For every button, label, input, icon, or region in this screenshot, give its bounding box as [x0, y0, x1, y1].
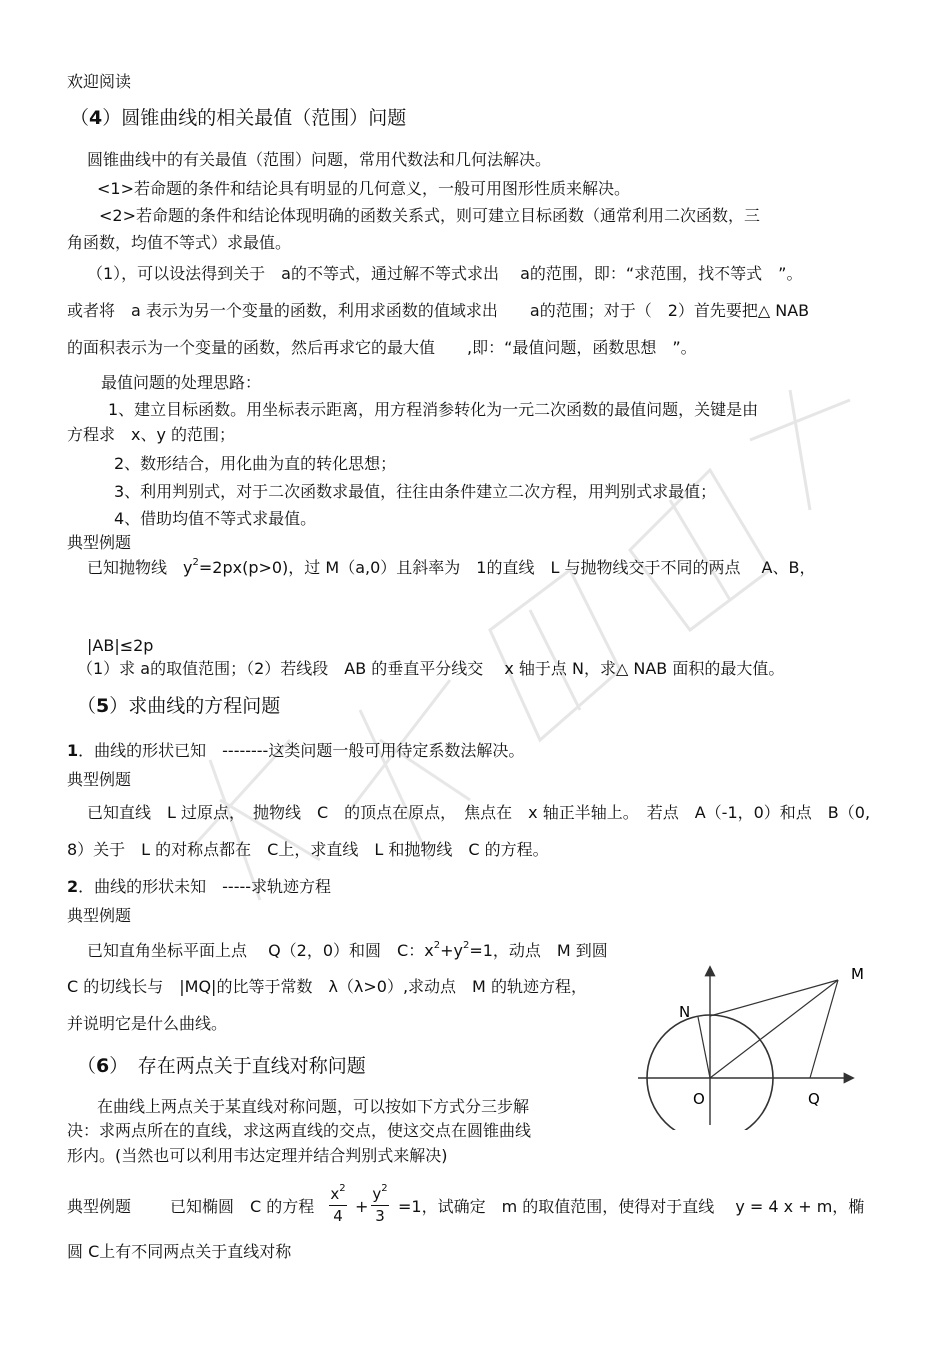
fraction-2-bar [371, 1205, 389, 1206]
section-4-title-text: ）圆锥曲线的相关最值（范围）问题 [102, 107, 407, 129]
s4-item-4: 4、借助均值不等式求最值。 [114, 509, 317, 528]
s5-example-2-line-3: 并说明它是什么曲线。 [67, 1014, 228, 1033]
s6-paragraph-line-2: 决：求两点所在的直线，求这两直线的交点，使这交点在圆锥曲线 [67, 1121, 532, 1140]
s6-example-label: 典型例题 [67, 1197, 132, 1216]
segment-mq [810, 980, 838, 1078]
label-q: Q [808, 1090, 820, 1108]
label-o: O [693, 1090, 705, 1108]
s5-case-1-number: 1 [67, 741, 79, 760]
section-6-number: 6 [96, 1055, 110, 1077]
s4-paragraph-3-line-1: <2>若命题的条件和结论体现明确的函数关系式，则可建立目标函数（通常利用二次函数，三 [99, 206, 760, 225]
s5-case-1 [67, 741, 524, 760]
s4-example-post: =2px(p>0)，过 M（a,0）且斜率为 1的直线 L 与抛物线交于不同的两点 A、B， [198, 558, 816, 577]
section-5-title [77, 695, 280, 718]
s4-paragraph-4-line-1: （1），可以设法得到关于 a的不等式，通过解不等式求出 a的范围，即：“求范围，找不等式 ”。 [87, 264, 803, 283]
s5-example-label-1: 典型例题 [67, 770, 132, 789]
s5-case-2-number: 2 [67, 877, 79, 896]
s5-example-1-line-2: 8）关于 L 的对称点都在 C上，求直线 L 和抛物线 C 的方程。 [67, 840, 549, 859]
fraction-2-var: y [372, 1185, 382, 1203]
section-6-title [77, 1055, 366, 1078]
s4-item-3: 3、利用判别式，对于二次函数求最值，往往由条件建立二次方程，用判别式求最值； [114, 482, 717, 501]
s4-example-pre: 已知抛物线 y [87, 558, 193, 577]
s6-paragraph-line-3: 形内。(当然也可以利用韦达定理并结合判别式来解决) [67, 1146, 448, 1165]
circle-tangent-figure [630, 960, 870, 1130]
s4-example-condition: |AB|≤2p [87, 636, 154, 655]
s4-paragraph-2: <1>若命题的条件和结论具有明显的几何意义，一般可用图形性质来解决。 [97, 179, 630, 198]
section-5-title-open: （ [77, 695, 97, 717]
fraction-1-denominator: 4 [333, 1206, 343, 1225]
s4-example-problem [87, 557, 815, 577]
s5-example-2-line-2: C 的切线长与 |MQ|的比等于常数 λ（λ>0）,求动点 M 的轨迹方程， [67, 977, 587, 996]
fraction-1-bar [329, 1205, 347, 1206]
fraction-x2-over-4 [329, 1183, 347, 1224]
s4-paragraph-4-line-2: 或者将 a 表示为另一个变量的函数，利用求函数的值域求出 a的范围；对于（ 2）首先要把△ NAB [67, 301, 810, 320]
s5-example-2-post: =1，动点 M 到圆 [469, 941, 608, 960]
page-header: 欢迎阅读 [67, 72, 132, 91]
s5-example-2-line-1 [87, 940, 608, 960]
section-4-title-open: （ [70, 107, 90, 129]
s6-example-post: =1，试确定 m 的取值范围，使得对于直线 y = 4 x + m，椭 [398, 1197, 865, 1216]
radius-on [698, 1017, 710, 1078]
label-n: N [679, 1003, 691, 1021]
tangent-line-mn [710, 980, 838, 1016]
fraction-1-numerator [330, 1183, 345, 1203]
s5-example-2-pre: 已知直角坐标平面上点 Q（2，0）和圆 C：x [87, 941, 434, 960]
fraction-2-numerator [372, 1183, 387, 1203]
s4-item-1-line-1: 1、建立目标函数。用坐标表示距离，用方程消参转化为一元二次函数的最值问题，关键是由 [108, 400, 759, 419]
section-6-title-open: （ [77, 1055, 97, 1077]
s6-example-pre: 已知椭圆 C 的方程 [170, 1197, 315, 1216]
s5-case-2-text: ．曲线的形状未知 -----求轨迹方程 [78, 877, 332, 896]
s4-example-label: 典型例题 [67, 533, 132, 552]
s5-example-1-line-1: 已知直线 L 过原点， 抛物线 C 的顶点在原点， 焦点在 x 轴正半轴上。 若点 A（-1，0）和点 B（0, [87, 803, 871, 822]
fraction-2-exp: 2 [381, 1183, 388, 1194]
segment-om [710, 980, 838, 1078]
s5-example-2-exp-2: 2 [462, 940, 470, 951]
s5-example-label-2: 典型例题 [67, 906, 132, 925]
section-4-title [70, 107, 406, 130]
plus-sign: + [355, 1197, 369, 1216]
section-4-number: 4 [89, 107, 103, 129]
s5-example-2-exp-1: 2 [433, 940, 441, 951]
fraction-1-var: x [330, 1185, 340, 1203]
s4-paragraph-4-line-3: 的面积表示为一个变量的函数，然后再求它的最大值 ,即：“最值问题，函数思想 ”。 [67, 338, 697, 357]
s6-example-line-2: 圆 C上有不同两点关于直线对称 [67, 1242, 292, 1261]
section-6-title-text: ） 存在两点关于直线对称问题 [109, 1055, 366, 1077]
s6-paragraph-line-1: 在曲线上两点关于某直线对称问题，可以按如下方式分三步解 [97, 1097, 530, 1116]
s4-paragraph-1: 圆锥曲线中的有关最值（范围）问题，常用代数法和几何法解决。 [87, 150, 552, 169]
section-5-title-text: ）求曲线的方程问题 [109, 695, 281, 717]
s4-paragraph-3-line-2: 角函数，均值不等式）求最值。 [67, 233, 292, 252]
s4-example-exponent: 2 [192, 557, 199, 568]
s4-approach-heading: 最值问题的处理思路： [101, 373, 262, 392]
s4-item-2: 2、数形结合，用化曲为直的转化思想； [114, 454, 397, 473]
s5-example-2-mid: +y [440, 941, 463, 960]
label-m: M [851, 965, 864, 983]
s5-case-2 [67, 877, 331, 896]
s5-case-1-text: ．曲线的形状已知 --------这类问题一般可用待定系数法解决。 [78, 741, 525, 760]
section-5-number: 5 [96, 695, 110, 717]
fraction-y2-over-3 [371, 1183, 389, 1224]
fraction-2-denominator: 3 [375, 1206, 385, 1225]
s4-item-1-line-2: 方程求 x、y 的范围； [67, 425, 236, 444]
s4-example-questions: （1）求 a的取值范围；（2）若线段 AB 的垂直平分线交 x 轴于点 N，求△ NAB 面积的最大值。 [77, 659, 785, 678]
fraction-1-exp: 2 [339, 1183, 346, 1194]
